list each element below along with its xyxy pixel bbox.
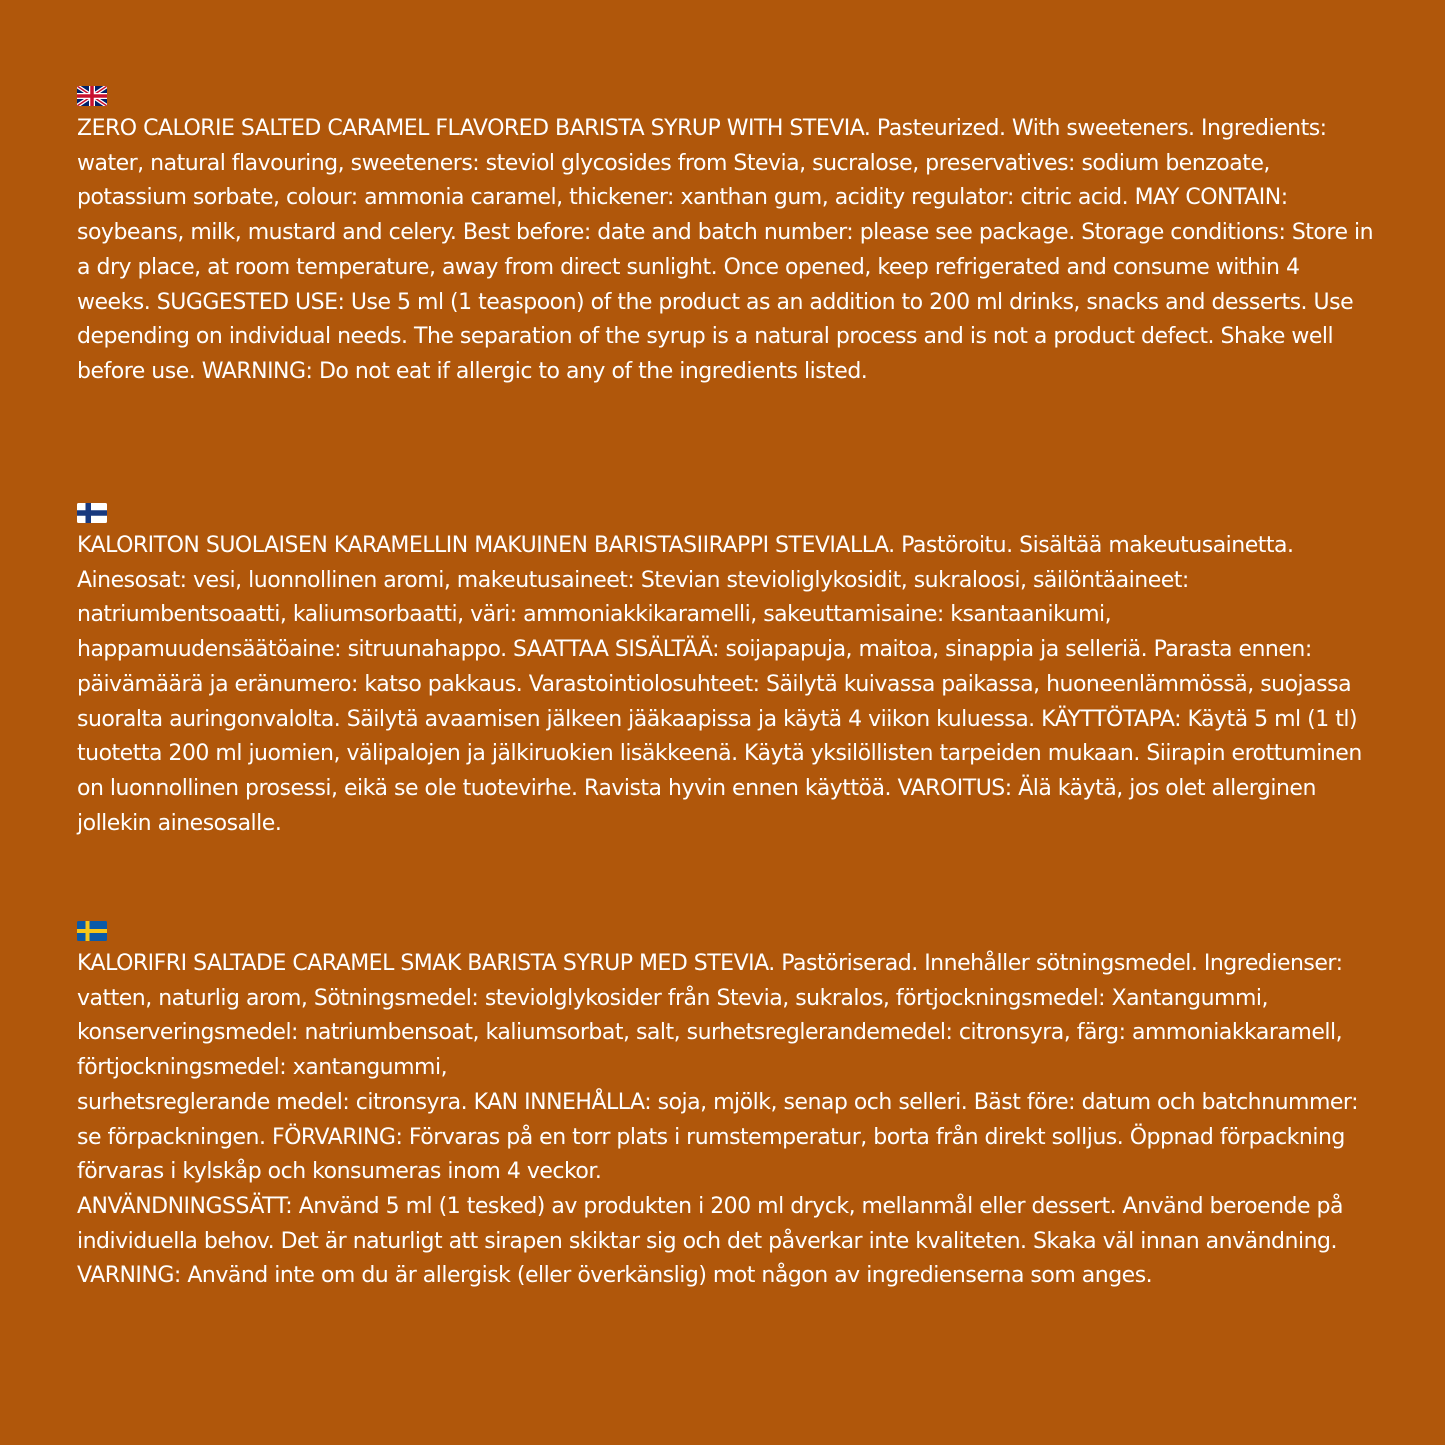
finland-flag-icon [77,503,107,523]
finnish-section [77,503,1377,841]
finnish-description: KALORITON SUOLAISEN KARAMELLIN MAKUINEN BARISTASIIRAPPI STEVIALLA. Pastöroitu. Sisältää makeutusainetta. Ainesosat: vesi, luonnollinen aromi, makeutusaineet: Stevian stevioliglykosidit, sukraloosi, säilöntäaineet: natriumbentsoaatti, kaliumsorbaatti, väri: ammoniakkikaramelli, sakeuttamisaine: ksantaanikumi, happamuudensäätöaine: sitruunahappo. SAATTAA SISÄLTÄÄ: soijapapuja, maitoa, sinappia ja selleriä. Parasta ennen: päivämäärä ja eränumero: katso pakkaus. Varastointiolosuhteet: Säilytä kuivassa paikassa, huoneenlämmössä, suojassa suoralta auringonvalolta. Säilytä avaamisen jälkeen jääkaapissa ja käytä 4 viikon kuluessa. KÄYTTÖTAPA: Käytä 5 ml (1 tl) tuotetta 200 ml juomien, välipalojen ja jälkiruokien lisäkkeenä. Käytä yksilöllisten tarpeiden mukaan. Siirapin erottuminen on luonnollinen prosessi, eikä se ole tuotevirhe. Ravista hyvin ennen käyttöä. VAROITUS: Älä käytä, jos olet allerginen jollekin ainesosalle. [77,533,1362,836]
uk-flag-icon [77,86,107,106]
english-description: ZERO CALORIE SALTED CARAMEL FLAVORED BARISTA SYRUP WITH STEVIA. Pasteurized. With sweeteners. Ingredients: water, natural flavouring, sweeteners: steviol glycosides from Stevia, sucralose, preservatives: sodium benzoate, potassium sorbate, colour: ammonia caramel, thickener: xanthan gum, acidity regulator: citric acid. MAY CONTAIN: soybeans, milk, mustard and celery. Best before: date and batch number: please see package. Storage conditions: Store in a dry place, at room temperature, away from direct sunlight. Once opened, keep refrigerated and consume within 4 weeks. SUGGESTED USE: Use 5 ml (1 teaspoon) of the product as an addition to 200 ml drinks, snacks and desserts. Use depending on individual needs. The separation of the syrup is a natural process and is not a product defect. Shake well before use. WARNING: Do not eat if allergic to any of the ingredients listed. [77,116,1374,384]
english-section [77,86,1377,390]
swedish-section [77,921,1377,1294]
sweden-flag-icon [77,921,107,941]
swedish-description: KALORIFRI SALTADE CARAMEL SMAK BARISTA SYRUP MED STEVIA. Pastöriserad. Innehåller sötningsmedel. Ingredienser: vatten, naturlig arom, Sötningsmedel: steviolglykosider från Stevia, sukralos, förtjockningsmedel: Xantangummi, konserveringsmedel: natriumbensoat, kaliumsorbat, salt, surhetsreglerandemedel: citronsyra, färg: ammoniakkaramell, förtjockningsmedel: xantangummi, surhetsreglerande medel: citronsyra. KAN INNEHÅLLA: soja, mjölk, senap och selleri. Bäst före: datum och batchnummer: se förpackningen. FÖRVARING: Förvaras på en torr plats i rumstemperatur, borta från direkt solljus. Öppnad förpackning förvaras i kylskåp och konsumeras inom 4 veckor. ANVÄNDNINGSSÄTT: Använd 5 ml (1 tesked) av produkten i 200 ml dryck, mellanmål eller dessert. Använd beroende på individuella behov. Det är naturligt att sirapen skiktar sig och det påverkar inte kvaliteten. Skaka väl innan användning. VARNING: Använd inte om du är allergisk (eller överkänslig) mot någon av ingredienserna som anges. [77,951,1358,1289]
